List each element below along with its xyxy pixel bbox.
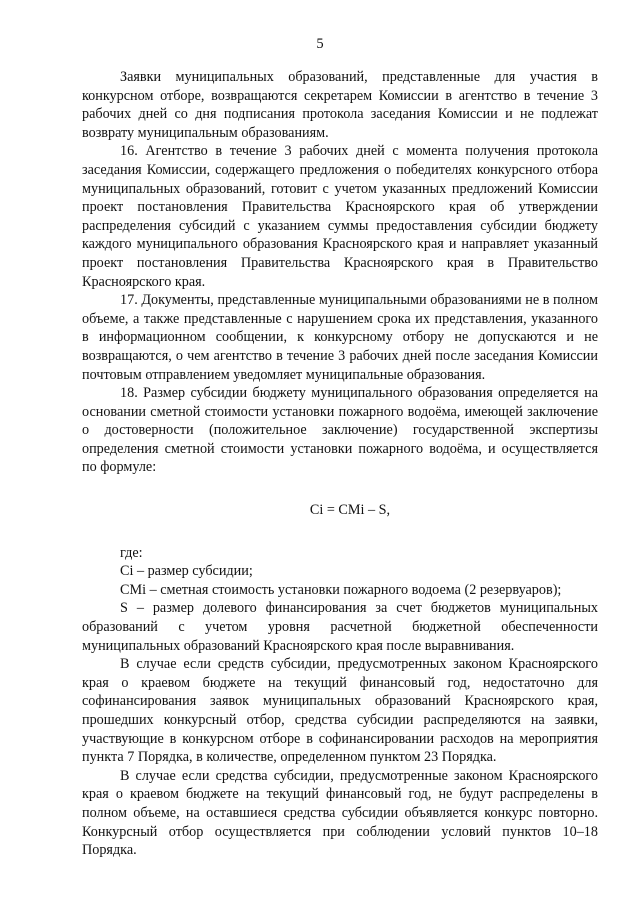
definition-ci: Ci – размер субсидии; — [120, 563, 253, 580]
paragraph-insufficient-funds: В случае если средств субсидии, предусмотренных законом Красноярского края о краевом бюджете на текущий финансовый год, недостаточно для софинансирования заявок муниципальных образований Красноярского края, прошедших конкурсный отбор, средства субсидии распределяются на заявки, участвующие в конкурсном отборе в софинансировании расходов на мероприятия пункта 7 Порядка, в количестве, определенном пунктом 23 Порядка. — [82, 656, 598, 766]
paragraph-18: 18. Размер субсидии бюджету муниципального образования определяется на основании сметной стоимости установки пожарного водоёма, имеющей заключение о достоверности (положительное заключение) государственной экспертизы определения сметной стоимости установки пожарного водоёма, и осуществляется по формуле: — [82, 385, 598, 476]
paragraph-applications-return: Заявки муниципальных образований, представленные для участия в конкурсном отборе, возвращаются секретарем Комиссии в агентство в течение 3 рабочих дней со дня подписания протокола заседания Комиссии и не подлежат возврату муниципальным образованиям. — [82, 69, 598, 141]
definition-where: где: — [120, 544, 143, 561]
paragraph-16: 16. Агентство в течение 3 рабочих дней с момента получения протокола заседания Комиссии, содержащего предложения о победителях конкурсного отбора муниципальных образований, готовит с учетом указанных предложений Комиссии проект постановления Правительства Красноярского края об утверждении распределения субсидий с указанием суммы предоставления субсидии бюджету каждого муниципального образования Красноярского края и направляет указанный проект постановления Правительства Красноярского края в Правительство Красноярского края. — [82, 143, 598, 290]
paragraph-remaining-funds: В случае если средства субсидии, предусмотренные законом Красноярского края о краевом бюджете на текущий финансовый год, не будут распределены в полном объеме, на оставшиеся средства субсидии объявляется конкурс повторно. Конкурсный отбор осуществляется при соблюдении условий пунктов 10–18 Порядка. — [82, 767, 598, 859]
paragraph-17: 17. Документы, представленные муниципальными образованиями не в полном объеме, а также представленные с нарушением срока их представления, указанного в информационном сообщении, к конкурсному отбору не допускаются и не возвращаются, о чем агентство в течение 3 рабочих дней после заседания Комиссии почтовым отправлением уведомляет муниципальные образования. — [82, 292, 598, 383]
page-number: 5 — [316, 36, 324, 52]
definition-s: S – размер долевого финансирования за счет бюджетов муниципальных образований с учетом уровня расчетной бюджетной обеспеченности муниципальных образований Красноярского края после выравнивания. — [82, 600, 598, 654]
document-body — [82, 68, 598, 860]
subsidy-formula: Ci = CMi – S, — [309, 502, 391, 519]
definition-cmi: CMi – сметная стоимость установки пожарного водоема (2 резервуаров); — [120, 581, 562, 598]
